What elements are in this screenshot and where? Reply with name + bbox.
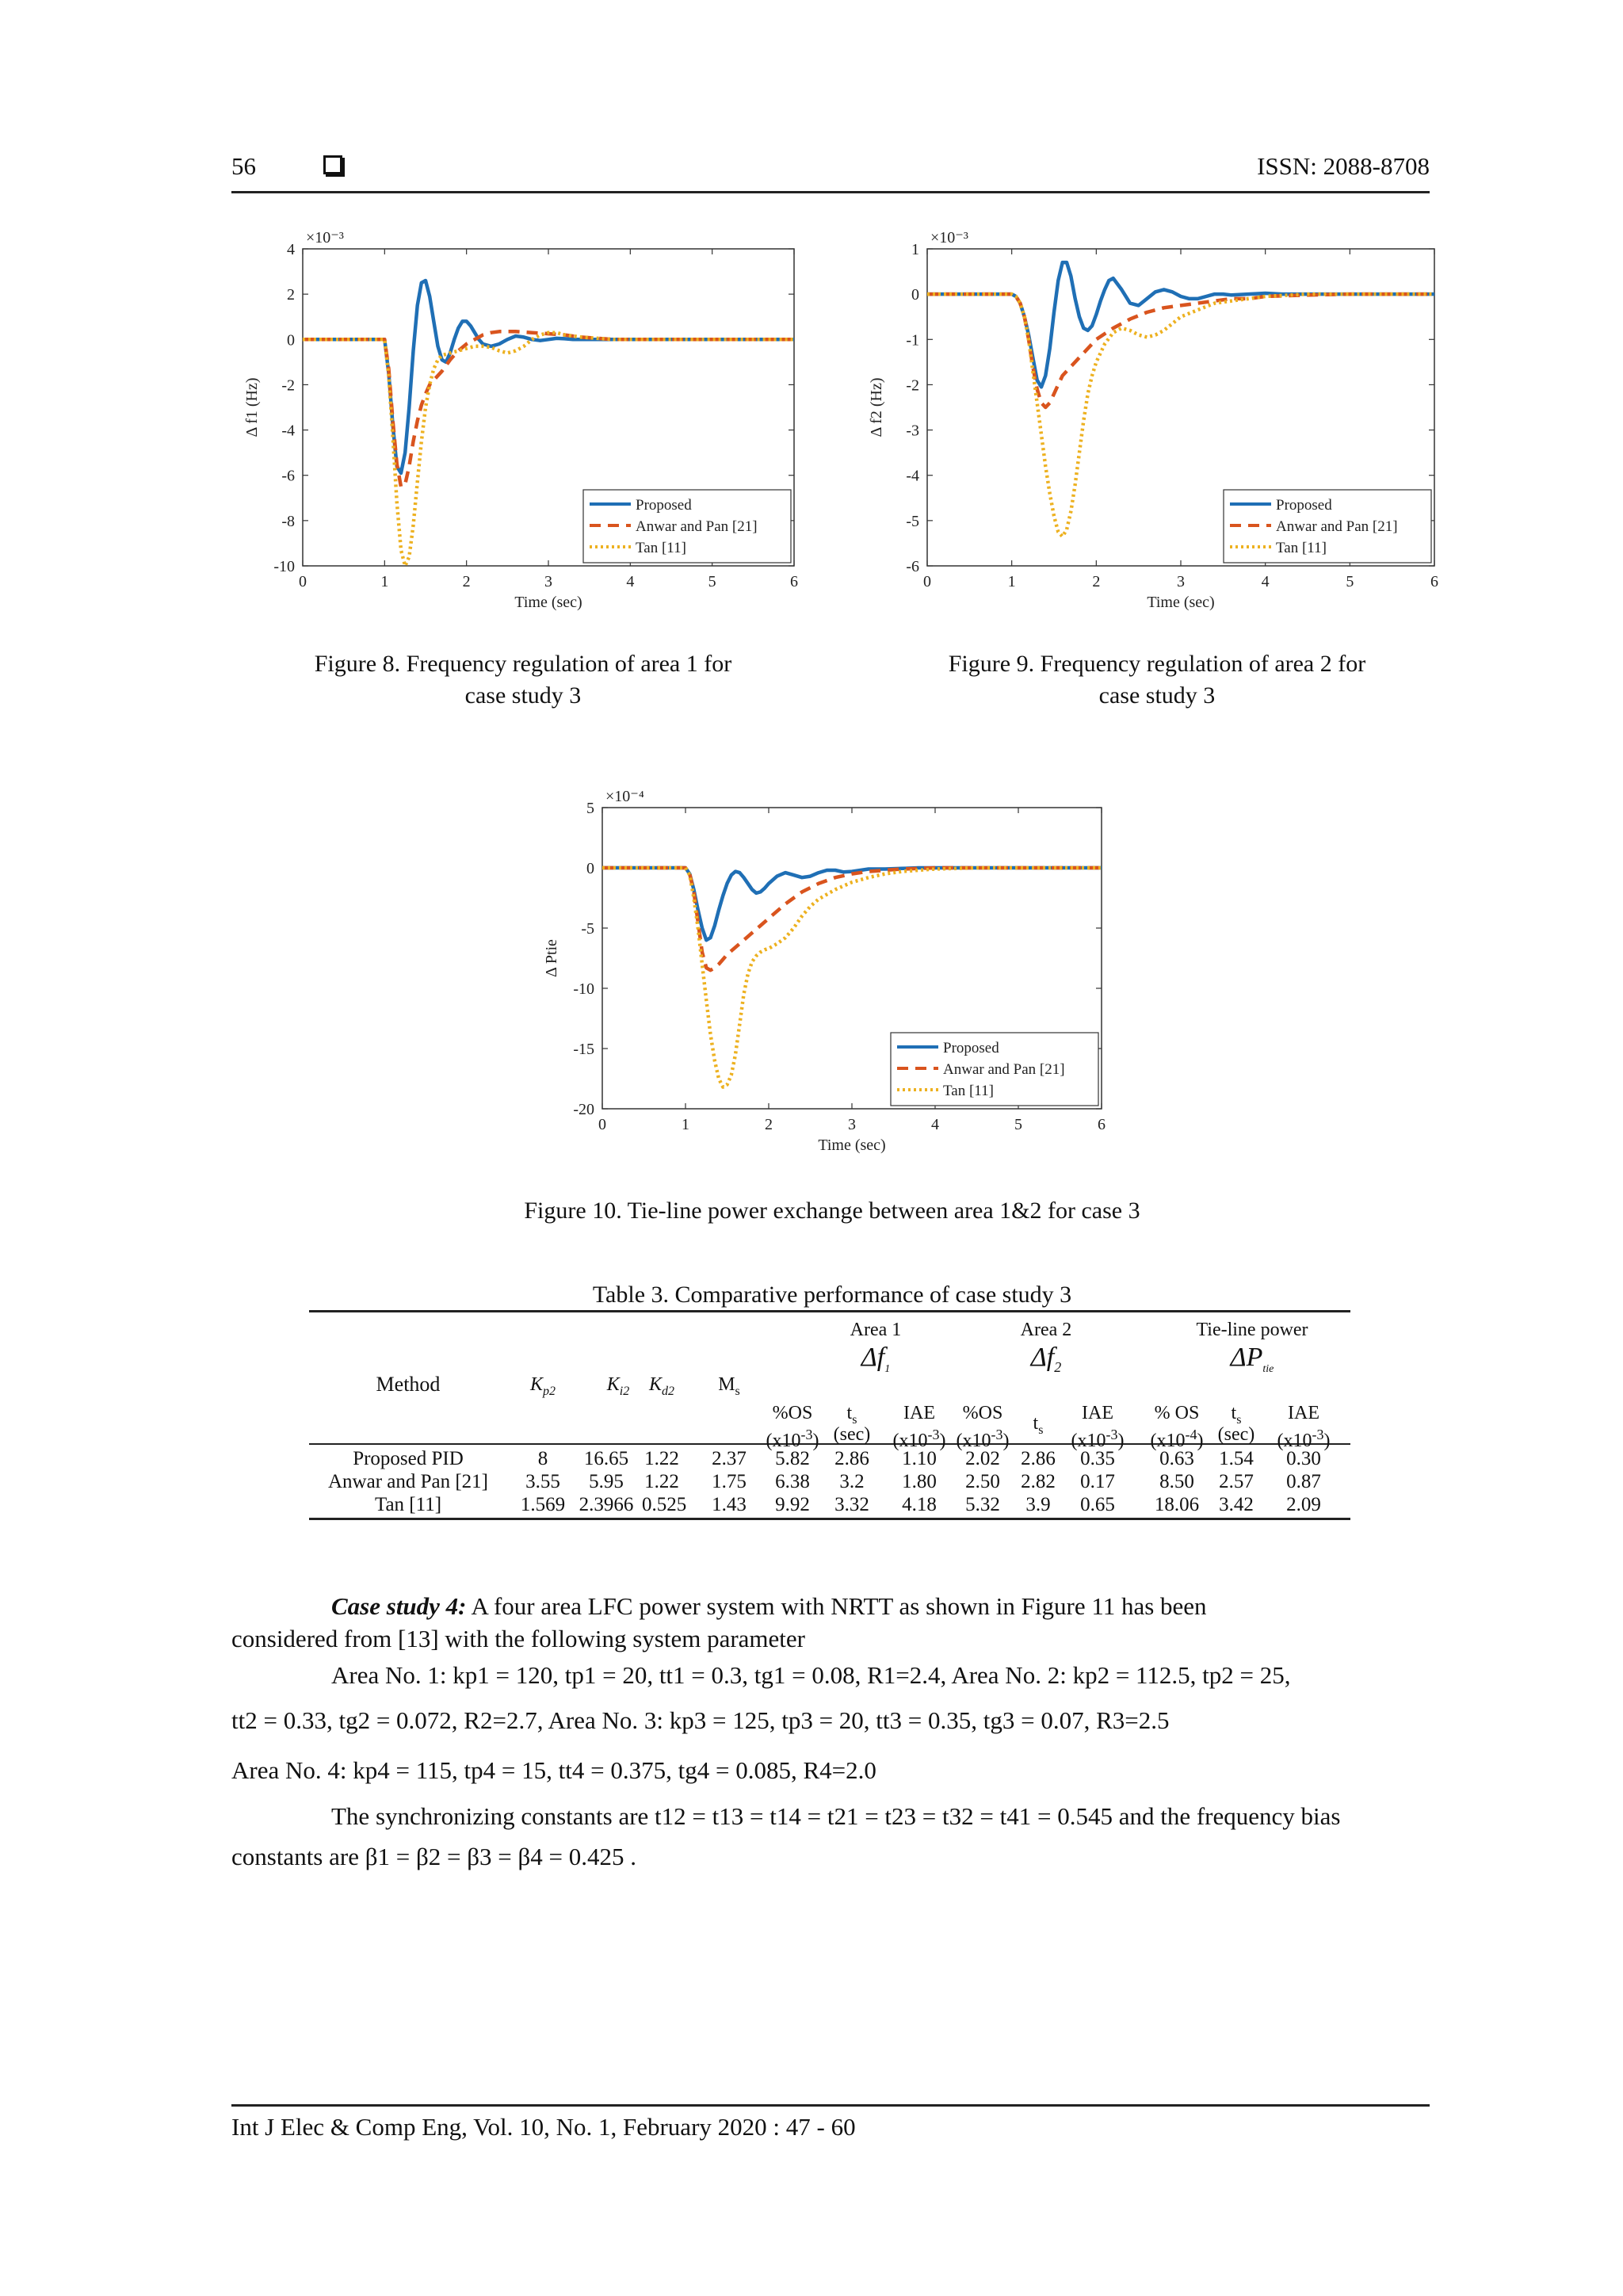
value-cell: 0.63 bbox=[1159, 1448, 1194, 1469]
value-cell: 2.86 bbox=[1021, 1448, 1056, 1469]
x-tick-label: 6 bbox=[1430, 573, 1438, 590]
value-cell: 6.38 bbox=[775, 1471, 810, 1492]
y-tick-label: 0 bbox=[586, 860, 594, 877]
x-axis-label: Time (sec) bbox=[818, 1137, 886, 1154]
x-tick-label: 1 bbox=[380, 573, 389, 590]
group-area-1: Area 1 bbox=[850, 1320, 902, 1340]
value-cell: 5.82 bbox=[775, 1448, 810, 1469]
y-tick-label: -10 bbox=[573, 980, 594, 998]
header-iae2: IAE bbox=[1082, 1403, 1113, 1423]
y-tick-label: -2 bbox=[281, 376, 295, 395]
value-cell: 3.42 bbox=[1219, 1494, 1254, 1515]
axis-multiplier: ×10⁻³ bbox=[930, 229, 968, 246]
legend-label-anwar: Anwar and Pan [21] bbox=[636, 518, 758, 535]
value-cell: 1.80 bbox=[902, 1471, 937, 1492]
params-line3: Area No. 4: kp4 = 115, tp4 = 15, tt4 = 0.375, tg4 = 0.085, R4=2.0 bbox=[231, 1756, 876, 1784]
y-axis-label: Δ f1 (Hz) bbox=[243, 377, 261, 437]
value-cell: 3.2 bbox=[839, 1471, 865, 1492]
header-ts3: $t_s$ bbox=[1231, 1403, 1242, 1427]
value-cell: 2.02 bbox=[965, 1448, 1000, 1469]
header-os2-unit: $(x10^{-3})$ bbox=[956, 1427, 1010, 1451]
value-cell: 2.37 bbox=[712, 1448, 747, 1469]
value-cell: 0.30 bbox=[1286, 1448, 1321, 1469]
value-cell: 4.18 bbox=[902, 1494, 937, 1515]
header-iae2-unit: $(x10^{-3})$ bbox=[1071, 1427, 1125, 1451]
header-ts1: $t_s$ bbox=[846, 1403, 857, 1427]
figure-8-chart bbox=[230, 222, 816, 618]
value-cell: 0.65 bbox=[1080, 1494, 1115, 1515]
x-tick-label: 4 bbox=[931, 1116, 939, 1133]
method-cell: Tan [11] bbox=[374, 1494, 442, 1515]
header-ts1-unit: (sec) bbox=[833, 1424, 871, 1445]
value-cell: 2.57 bbox=[1219, 1471, 1254, 1492]
legend-label-tan: Tan [11] bbox=[1276, 540, 1327, 556]
y-tick-label: 0 bbox=[287, 331, 295, 350]
bias-value: β1 = β2 = β3 = β4 = 0.425 . bbox=[365, 1843, 636, 1870]
y-tick-label: -6 bbox=[281, 467, 295, 485]
x-tick-label: 0 bbox=[299, 573, 307, 590]
group-tie-line: Tie-line power bbox=[1196, 1320, 1308, 1340]
y-tick-label: -4 bbox=[281, 422, 295, 440]
axis-multiplier: ×10⁻³ bbox=[306, 229, 344, 246]
y-tick-label: -4 bbox=[906, 467, 919, 485]
x-tick-label: 2 bbox=[1092, 573, 1101, 590]
value-cell: 1.10 bbox=[902, 1448, 937, 1469]
y-tick-label: -1 bbox=[906, 331, 919, 350]
value-cell: 16.65 bbox=[583, 1448, 629, 1469]
table-3-title: Table 3. Comparative performance of case study 3 bbox=[592, 1282, 1072, 1308]
x-tick-label: 3 bbox=[544, 573, 552, 590]
y-axis-label: Δ Ptie bbox=[543, 939, 560, 977]
header-square-icon bbox=[323, 155, 342, 174]
value-cell: 0.17 bbox=[1080, 1471, 1115, 1492]
x-tick-label: 5 bbox=[708, 573, 716, 590]
legend-label-proposed: Proposed bbox=[636, 497, 692, 514]
method-cell: Anwar and Pan [21] bbox=[327, 1471, 489, 1492]
x-tick-label: 6 bbox=[790, 573, 798, 590]
params-line2: tt2 = 0.33, tg2 = 0.072, R2=2.7, Area No. 3: kp3 = 125, tp3 = 20, tt3 = 0.35, tg3 = 0.07, R3=2.5 bbox=[231, 1706, 1170, 1734]
y-tick-label: -15 bbox=[573, 1041, 594, 1058]
legend-label-anwar: Anwar and Pan [21] bbox=[1276, 518, 1398, 535]
bias-constants-line bbox=[231, 1840, 1430, 1874]
figure-9-chart bbox=[856, 222, 1458, 618]
figure-10-chart bbox=[523, 781, 1125, 1161]
x-axis-label: Time (sec) bbox=[1147, 594, 1215, 611]
x-tick-label: 6 bbox=[1098, 1116, 1106, 1133]
delta-f1-symbol: $\Delta f_1$ bbox=[861, 1343, 891, 1375]
value-cell: 5.95 bbox=[589, 1471, 624, 1492]
header-kd2: $K_{d2}$ bbox=[648, 1374, 674, 1398]
case-study-4-label: Case study 4: bbox=[331, 1592, 467, 1620]
issn: ISSN: 2088-8708 bbox=[1257, 152, 1430, 180]
header-ts3-unit: (sec) bbox=[1217, 1424, 1255, 1445]
header-kp2: $K_{p2}$ bbox=[529, 1374, 556, 1398]
y-tick-label: -6 bbox=[906, 558, 919, 575]
case-study-4-intro: A four area LFC power system with NRTT as shown in Figure 11 has been bbox=[471, 1592, 1207, 1620]
case-study-4-line1 bbox=[231, 1590, 1430, 1623]
legend-label-anwar: Anwar and Pan [21] bbox=[943, 1061, 1065, 1078]
header-iae3: IAE bbox=[1288, 1403, 1319, 1423]
y-tick-label: -5 bbox=[581, 920, 594, 938]
value-cell: 5.32 bbox=[965, 1494, 1000, 1515]
bias-prefix: constants are bbox=[231, 1843, 359, 1870]
area1-params: kp1 = 120, tp1 = 20, tt1 = 0.3, tg1 = 0.08, R1=2.4, bbox=[453, 1661, 947, 1689]
figure-9-caption-line2: case study 3 bbox=[1098, 682, 1216, 709]
header-iae1-unit: $(x10^{-3})$ bbox=[892, 1427, 946, 1451]
value-cell: 2.82 bbox=[1021, 1471, 1056, 1492]
y-tick-label: -8 bbox=[281, 512, 295, 530]
y-tick-label: -5 bbox=[906, 512, 919, 530]
value-cell: 3.9 bbox=[1025, 1494, 1051, 1515]
delta-ptie-symbol: $\Delta P_{tie}$ bbox=[1230, 1343, 1274, 1375]
legend-label-proposed: Proposed bbox=[943, 1040, 999, 1056]
y-tick-label: 5 bbox=[586, 800, 594, 817]
y-tick-label: 1 bbox=[911, 241, 919, 258]
header-os1-unit: $(x10^{-3})$ bbox=[766, 1427, 819, 1451]
case-study-4-line2: considered from [13] with the following system parameter bbox=[231, 1625, 805, 1652]
delta-f2-symbol: $\Delta f_2$ bbox=[1030, 1343, 1062, 1375]
header-ts2: $t_s$ bbox=[1033, 1413, 1044, 1437]
value-cell: 2.86 bbox=[834, 1448, 869, 1469]
axis-multiplier: ×10⁻⁴ bbox=[605, 788, 644, 805]
area1-label: Area No. 1: bbox=[331, 1661, 447, 1689]
figure-9-caption bbox=[872, 648, 1442, 712]
figure-8-caption bbox=[238, 648, 808, 712]
header-os1: %OS bbox=[772, 1403, 813, 1423]
y-tick-label: 2 bbox=[287, 286, 295, 304]
x-axis-label: Time (sec) bbox=[514, 594, 582, 611]
x-tick-label: 0 bbox=[598, 1116, 606, 1133]
value-cell: 18.06 bbox=[1154, 1494, 1200, 1515]
footer-rule bbox=[231, 2104, 1430, 2107]
value-cell: 1.22 bbox=[644, 1448, 679, 1469]
value-cell: 0.87 bbox=[1286, 1471, 1321, 1492]
params-line1 bbox=[231, 1659, 1430, 1692]
value-cell: 9.92 bbox=[775, 1494, 810, 1515]
value-cell: 1.43 bbox=[712, 1494, 747, 1515]
x-tick-label: 5 bbox=[1014, 1116, 1022, 1133]
header-ki2: $K_{i2}$ bbox=[606, 1374, 630, 1398]
sync-value: t12 = t13 = t14 = t21 = t23 = t32 = t41 = 0.545 bbox=[655, 1802, 1113, 1830]
x-tick-label: 5 bbox=[1346, 573, 1354, 590]
value-cell: 2.09 bbox=[1286, 1494, 1321, 1515]
table-bottom-rule bbox=[309, 1518, 1350, 1520]
x-tick-label: 2 bbox=[765, 1116, 773, 1133]
legend-label-tan: Tan [11] bbox=[943, 1083, 994, 1099]
value-cell: 8.50 bbox=[1159, 1471, 1194, 1492]
y-axis-label: Δ f2 (Hz) bbox=[868, 377, 885, 437]
y-tick-label: -2 bbox=[906, 376, 919, 395]
page-number: 56 bbox=[231, 152, 256, 180]
x-tick-label: 0 bbox=[923, 573, 931, 590]
y-tick-label: 0 bbox=[911, 286, 919, 304]
x-tick-label: 4 bbox=[626, 573, 635, 590]
x-tick-label: 1 bbox=[682, 1116, 689, 1133]
value-cell: 2.3966 bbox=[579, 1494, 634, 1515]
area2-label: Area No. 2: bbox=[951, 1661, 1067, 1689]
table-top-rule bbox=[309, 1310, 1350, 1312]
y-tick-label: 4 bbox=[287, 241, 295, 258]
x-tick-label: 3 bbox=[848, 1116, 856, 1133]
header-iae3-unit: $(x10^{-3})$ bbox=[1277, 1427, 1331, 1451]
header-os3-unit: $(x10^{-4})$ bbox=[1150, 1427, 1204, 1451]
value-cell: 0.35 bbox=[1080, 1448, 1115, 1469]
x-tick-label: 4 bbox=[1261, 573, 1270, 590]
value-cell: 3.32 bbox=[834, 1494, 869, 1515]
value-cell: 2.50 bbox=[965, 1471, 1000, 1492]
y-tick-label: -20 bbox=[573, 1101, 594, 1118]
header-os2: %OS bbox=[962, 1403, 1003, 1423]
value-cell: 1.75 bbox=[712, 1471, 747, 1492]
sync-suffix: and the frequency bias bbox=[1118, 1802, 1341, 1830]
sync-constants-line bbox=[231, 1800, 1430, 1833]
method-cell: Proposed PID bbox=[353, 1448, 464, 1469]
figure-8-caption-line1: Figure 8. Frequency regulation of area 1 for bbox=[314, 651, 732, 677]
value-cell: 3.55 bbox=[525, 1471, 560, 1492]
header-os3: % OS bbox=[1154, 1403, 1200, 1423]
value-cell: 1.22 bbox=[644, 1471, 679, 1492]
x-tick-label: 1 bbox=[1007, 573, 1016, 590]
header-method: Method bbox=[376, 1373, 441, 1396]
value-cell: 1.569 bbox=[520, 1494, 566, 1515]
header-ms: $M_s$ bbox=[718, 1374, 740, 1398]
value-cell: 0.525 bbox=[642, 1494, 687, 1515]
y-tick-label: -10 bbox=[273, 558, 295, 575]
sync-prefix: The synchronizing constants are bbox=[331, 1802, 649, 1830]
figure-9-caption-line1: Figure 9. Frequency regulation of area 2 for bbox=[948, 651, 1366, 677]
x-tick-label: 2 bbox=[462, 573, 471, 590]
value-cell: 1.54 bbox=[1219, 1448, 1254, 1469]
figure-8-caption-line2: case study 3 bbox=[464, 682, 582, 709]
area2-params: kp2 = 112.5, tp2 = 25, bbox=[1072, 1661, 1291, 1689]
footer-citation: Int J Elec & Comp Eng, Vol. 10, No. 1, February 2020 : 47 - 60 bbox=[231, 2113, 856, 2141]
value-cell: 8 bbox=[537, 1448, 548, 1469]
header-iae1: IAE bbox=[903, 1403, 935, 1423]
legend-label-proposed: Proposed bbox=[1276, 497, 1332, 514]
x-tick-label: 3 bbox=[1177, 573, 1185, 590]
figure-10-caption: Figure 10. Tie-line power exchange between area 1&2 for case 3 bbox=[524, 1198, 1140, 1224]
group-area-2: Area 2 bbox=[1020, 1320, 1072, 1340]
header-rule bbox=[231, 191, 1430, 193]
legend-label-tan: Tan [11] bbox=[636, 540, 686, 556]
y-tick-label: -3 bbox=[906, 422, 919, 440]
